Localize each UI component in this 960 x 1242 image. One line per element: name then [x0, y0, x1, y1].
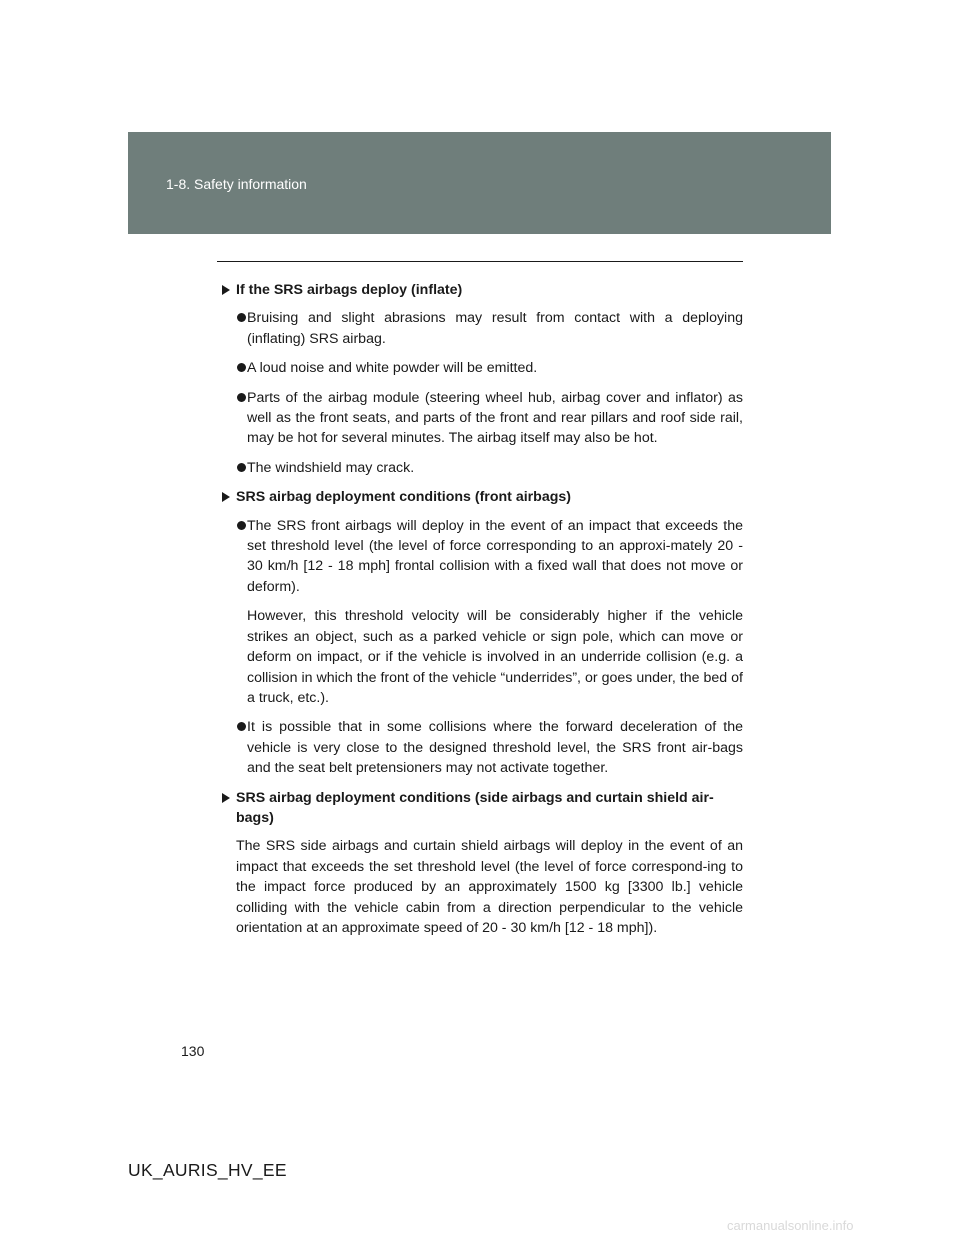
list-item: The SRS front airbags will deploy in the event of an impact that exceeds the set threshold level (the level of force corresponding to an approxi-mately 20 - 30 km/h [12 - 18 mph] frontal collision with a fixed wall that does not move or deform).	[220, 516, 743, 598]
body-paragraph: The SRS side airbags and curtain shield airbags will deploy in the event of an impact that exceeds the set threshold level (the level of force correspond-ing to the impact force produced by an approximately 1500 kg [3300 lb.] vehicle colliding with the vehicle cabin from a direction perpendicular to the vehicle orientation at an approximate speed of 20 - 30 km/h [12 - 18 mph]).	[236, 838, 743, 936]
list-item: The windshield may crack.	[220, 458, 743, 478]
bullet-dot-icon	[237, 463, 246, 472]
list-item: Parts of the airbag module (steering wheel hub, airbag cover and inflator) as well as the front seats, and parts of the front and rear pillars and roof side rail, may be hot for several minutes. The airbag itself may also be hot.	[220, 388, 743, 449]
section-title-deploy: If the SRS airbags deploy (inflate)	[220, 280, 743, 300]
list-item: Bruising and slight abrasions may result from contact with a deploying (inflating) SRS airbag.	[220, 308, 743, 349]
bullet-dot-icon	[237, 722, 246, 731]
triangle-marker-icon	[222, 285, 230, 295]
list-item: It is possible that in some collisions where the forward deceleration of the vehicle is very close to the designed threshold level, the SRS front air-bags and the seat belt pretensioners may not activate together.	[220, 717, 743, 778]
watermark: carmanualsonline.info	[727, 1218, 854, 1233]
bullet-dot-icon	[237, 363, 246, 372]
document-code: UK_AURIS_HV_EE	[128, 1160, 287, 1180]
section-title-side: SRS airbag deployment conditions (side airbags and curtain shield air-bags)	[220, 788, 743, 829]
triangle-marker-icon	[222, 492, 230, 502]
content-body	[220, 280, 743, 947]
bullet-dot-icon	[237, 393, 246, 402]
continuation-paragraph: However, this threshold velocity will be considerably higher if the vehicle strikes an object, such as a parked vehicle or sign pole, which can move or deform on impact, or if the vehicle is involved in an underride collision (e.g. a collision in which the front of the vehicle “underrides”, or goes under, the bed of a truck, etc.).	[247, 608, 743, 706]
bullet-dot-icon	[237, 313, 246, 322]
triangle-marker-icon	[222, 793, 230, 803]
header-rule	[217, 261, 743, 262]
page-number: 130	[181, 1043, 205, 1059]
list-item: A loud noise and white powder will be emitted.	[220, 358, 743, 378]
section-label: 1-8. Safety information	[166, 176, 307, 192]
section-title-front: SRS airbag deployment conditions (front airbags)	[220, 487, 743, 507]
bullet-dot-icon	[237, 521, 246, 530]
